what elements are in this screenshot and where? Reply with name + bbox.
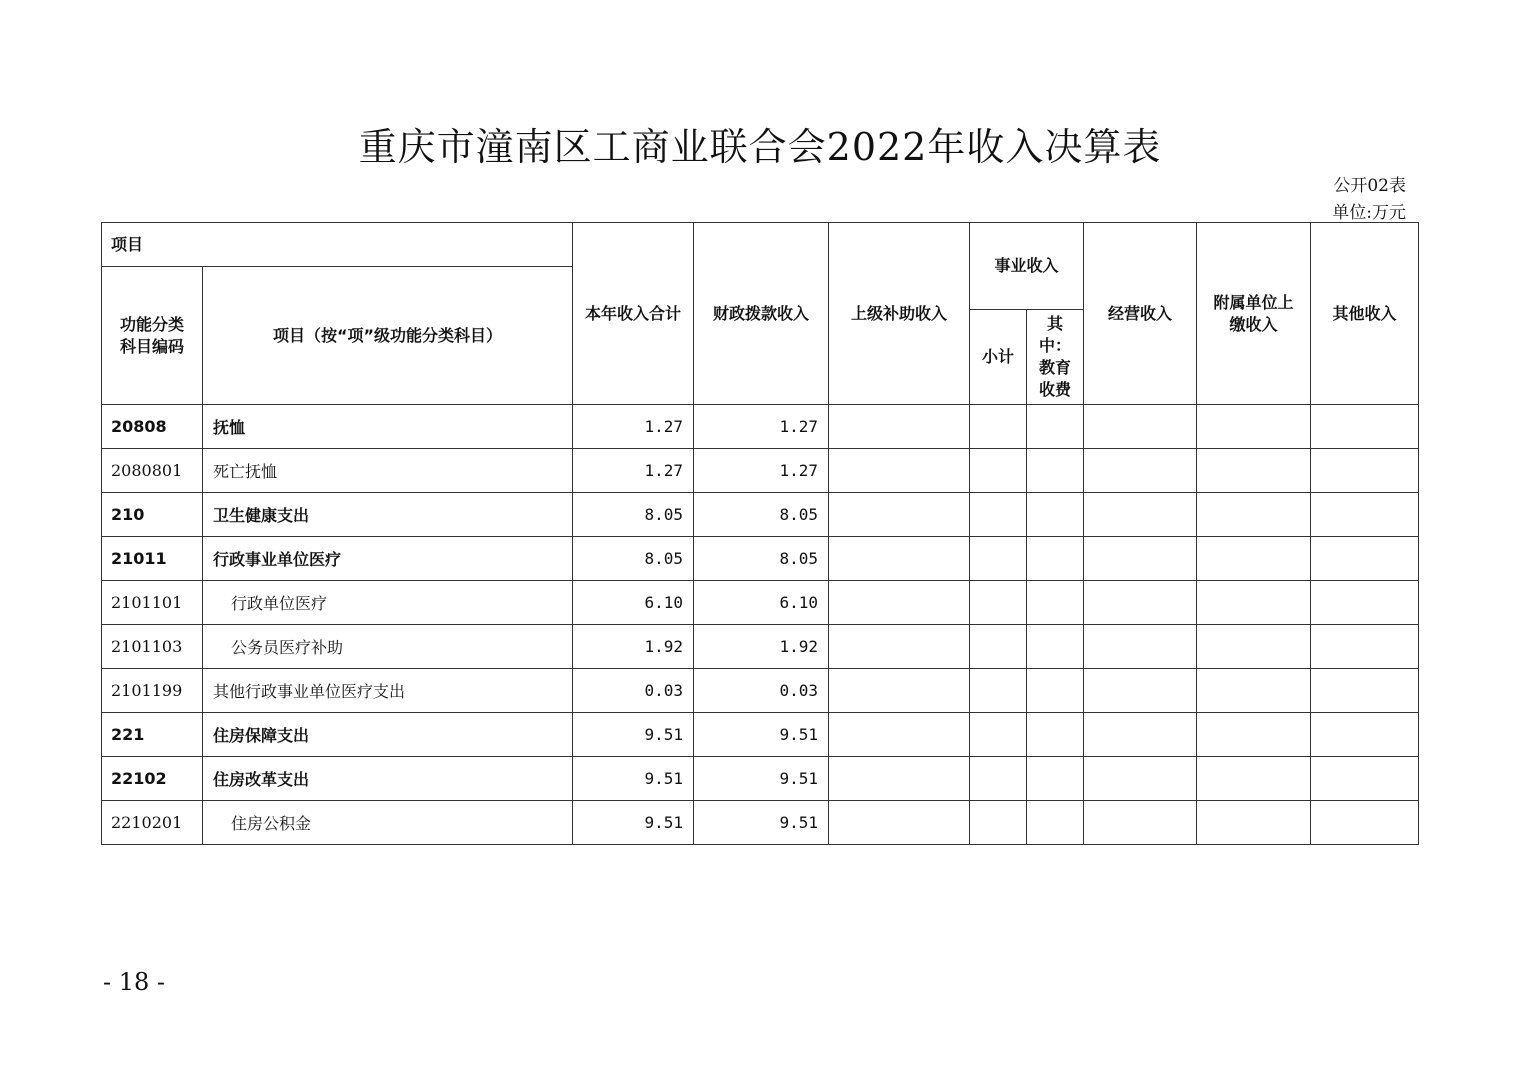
- row-fiscal: 1.92: [694, 625, 829, 669]
- row-total: 9.51: [573, 801, 694, 845]
- row-code: 221: [102, 713, 203, 757]
- row-name: 卫生健康支出: [203, 493, 573, 537]
- row-fiscal: 9.51: [694, 757, 829, 801]
- row-code: 22102: [102, 757, 203, 801]
- row-total: 1.27: [573, 449, 694, 493]
- header-superior: 上级补助收入: [829, 223, 970, 405]
- income-table: [101, 222, 1419, 845]
- header-subtotal: 小计: [970, 310, 1027, 405]
- row-fiscal: 6.10: [694, 581, 829, 625]
- row-total: 9.51: [573, 713, 694, 757]
- table-row: [102, 449, 1419, 493]
- header-total: 本年收入合计: [573, 223, 694, 405]
- row-total: 8.05: [573, 493, 694, 537]
- form-number: 公开02表: [1333, 176, 1406, 196]
- header-business: 事业收入: [970, 223, 1084, 310]
- header-operating: 经营收入: [1084, 223, 1197, 405]
- row-code: 2101199: [102, 669, 203, 713]
- row-total: 1.92: [573, 625, 694, 669]
- table-row: [102, 757, 1419, 801]
- unit-label: 单位:万元: [1332, 203, 1406, 223]
- row-name: 住房保障支出: [203, 713, 573, 757]
- table-row: [102, 713, 1419, 757]
- row-name: 公务员医疗补助: [203, 625, 573, 669]
- header-other: 其他收入: [1311, 223, 1419, 405]
- header-item: 项目（按“项”级功能分类科目）: [203, 267, 573, 405]
- row-fiscal: 8.05: [694, 537, 829, 581]
- row-fiscal: 0.03: [694, 669, 829, 713]
- row-name: 抚恤: [203, 405, 573, 449]
- row-name: 行政事业单位医疗: [203, 537, 573, 581]
- header-project: 项目: [102, 223, 573, 267]
- row-code: 2210201: [102, 801, 203, 845]
- row-fiscal: 1.27: [694, 449, 829, 493]
- row-total: 6.10: [573, 581, 694, 625]
- row-code: 21011: [102, 537, 203, 581]
- row-fiscal: 1.27: [694, 405, 829, 449]
- table-row: [102, 405, 1419, 449]
- row-total: 9.51: [573, 757, 694, 801]
- row-code: 210: [102, 493, 203, 537]
- row-fiscal: 9.51: [694, 801, 829, 845]
- row-fiscal: 9.51: [694, 713, 829, 757]
- row-total: 0.03: [573, 669, 694, 713]
- row-total: 8.05: [573, 537, 694, 581]
- row-name: 住房改革支出: [203, 757, 573, 801]
- row-code: 20808: [102, 405, 203, 449]
- table-row: [102, 801, 1419, 845]
- row-name: 其他行政事业单位医疗支出: [203, 669, 573, 713]
- row-fiscal: 8.05: [694, 493, 829, 537]
- row-name: 死亡抚恤: [203, 449, 573, 493]
- header-edu: 其中：教育收费: [1027, 310, 1084, 405]
- table-row: [102, 625, 1419, 669]
- header-code: 功能分类科目编码: [102, 267, 203, 405]
- row-name: 住房公积金: [203, 801, 573, 845]
- page-title: 重庆市潼南区工商业联合会2022年收入决算表: [358, 125, 1162, 169]
- table-row: [102, 493, 1419, 537]
- page-number: - 18 -: [103, 968, 166, 996]
- row-code: 2101101: [102, 581, 203, 625]
- header-fiscal: 财政拨款收入: [694, 223, 829, 405]
- row-name: 行政单位医疗: [203, 581, 573, 625]
- table-row: [102, 669, 1419, 713]
- header-affiliated: 附属单位上缴收入: [1197, 223, 1311, 405]
- row-code: 2080801: [102, 449, 203, 493]
- row-code: 2101103: [102, 625, 203, 669]
- table-row: [102, 537, 1419, 581]
- row-total: 1.27: [573, 405, 694, 449]
- table-row: [102, 581, 1419, 625]
